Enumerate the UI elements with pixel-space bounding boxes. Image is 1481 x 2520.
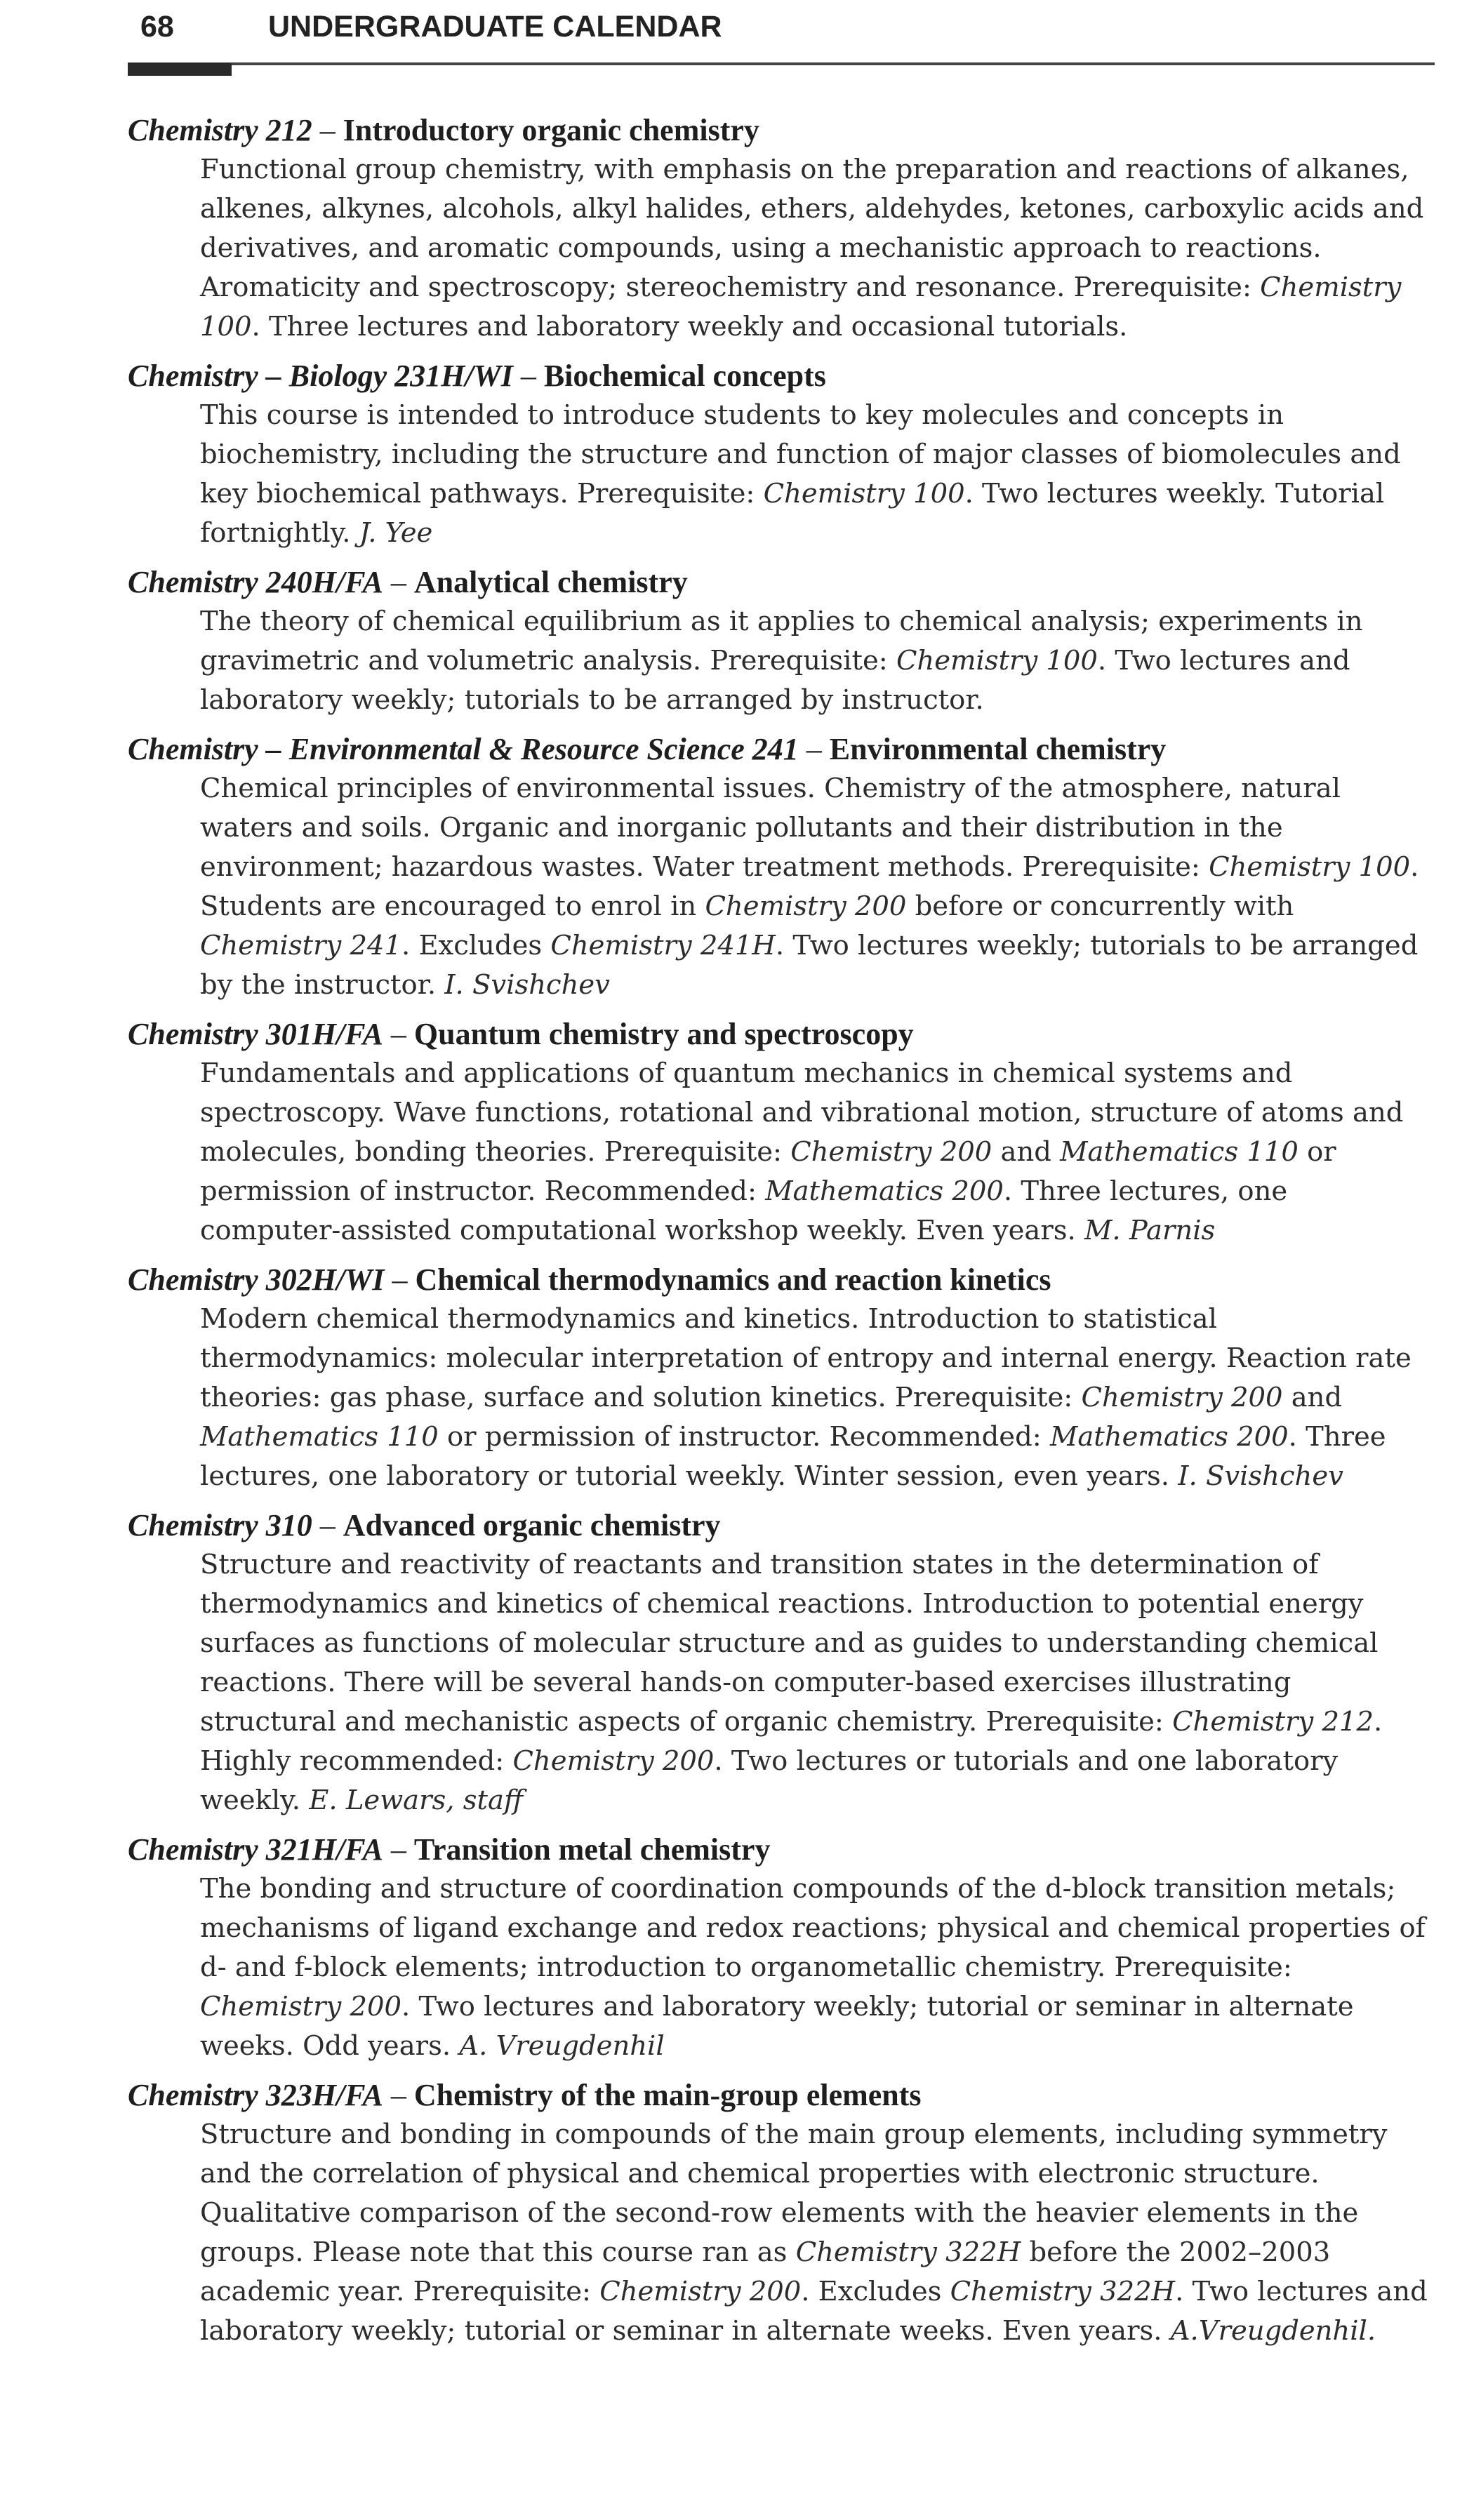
description-text: . Two lectures weekly; tutorials to be arranged by the instructor. bbox=[200, 930, 1419, 1001]
course-entry bbox=[128, 1260, 1435, 1496]
description-text: and bbox=[1282, 1382, 1343, 1413]
description-text: before or concurrently with bbox=[906, 891, 1294, 922]
course-reference: Chemistry 200 bbox=[200, 1991, 401, 2022]
course-listing bbox=[128, 111, 1435, 2361]
course-reference: Chemistry 100 bbox=[1209, 851, 1411, 883]
title-separator: – bbox=[512, 359, 544, 393]
description-text: Chemical principles of environmental issues. Chemistry of the atmosphere, natural waters and soils. Organic and inorganic pollutants and their distribution in the environment; hazardous wastes. Water treatment methods. Prerequisite: bbox=[200, 773, 1341, 883]
course-description bbox=[200, 1054, 1435, 1251]
course-reference: A. Vreugdenhil bbox=[459, 2030, 665, 2062]
course-entry bbox=[128, 1830, 1435, 2066]
description-text: . Excludes bbox=[801, 2276, 950, 2307]
course-reference: M. Parnis bbox=[1084, 1215, 1216, 1246]
description-text: . Three lectures, one computer-assisted computational workshop weekly. Even years. bbox=[200, 1175, 1288, 1246]
course-entry bbox=[128, 730, 1435, 1005]
course-code: Chemistry 240H/FA bbox=[128, 565, 383, 599]
course-reference: J. Yee bbox=[359, 517, 433, 549]
description-text: . Highly recommended: bbox=[200, 1706, 1383, 1777]
description-text: . Three lectures, one laboratory or tutorial weekly. Winter session, even years. bbox=[200, 1421, 1386, 1492]
course-title bbox=[128, 1506, 1435, 1545]
course-description bbox=[200, 1869, 1435, 2066]
course-code: Chemistry – Environmental & Resource Science 241 bbox=[128, 732, 799, 766]
description-text: The theory of chemical equilibrium as it applies to chemical analysis; experiments in gravimetric and volumetric analysis. Prerequisite: bbox=[200, 606, 1363, 676]
course-reference: Chemistry 241H bbox=[550, 930, 776, 961]
description-text: Structure and bonding in compounds of the main group elements, including symmetry and the correlation of physical and chemical properties with electronic structure. Qualitative comparison of the second-row elements with the heavier elements in the groups. Please note that this course ran as bbox=[200, 2119, 1388, 2268]
header-rule bbox=[128, 62, 1435, 65]
header-rule-accent bbox=[128, 63, 232, 76]
course-reference: A.Vreugdenhil. bbox=[1170, 2315, 1376, 2347]
course-description bbox=[200, 602, 1435, 720]
page-header bbox=[140, 10, 722, 44]
course-name: Chemical thermodynamics and reaction kinetics bbox=[415, 1262, 1051, 1297]
course-code: Chemistry 310 bbox=[128, 1508, 312, 1542]
course-reference: Chemistry 200 bbox=[1081, 1382, 1283, 1413]
course-entry bbox=[128, 563, 1435, 720]
course-reference: Chemistry 212 bbox=[1172, 1706, 1374, 1738]
course-reference: Chemistry 200 bbox=[512, 1745, 715, 1777]
description-text: . Two lectures and laboratory weekly; tutorial or seminar in alternate weeks. Even years. bbox=[200, 2276, 1428, 2347]
description-text: Functional group chemistry, with emphasis on the preparation and reactions of alkanes, alkenes, alkynes, alcohols, alkyl halides, ethers, aldehydes, ketones, carboxylic acids and derivatives, and aromatic compounds, using a mechanistic approach to reactions. Aromaticity and spectroscopy; stereochemistry and resonance. Prerequisite: bbox=[200, 154, 1424, 303]
description-text: or permission of instructor. Recommended: bbox=[438, 1421, 1050, 1453]
course-reference: Chemistry 100 bbox=[896, 645, 1098, 676]
description-text: . Three lectures and laboratory weekly and occasional tutorials. bbox=[251, 311, 1128, 342]
description-text: Modern chemical thermodynamics and kinetics. Introduction to statistical thermodynamics: molecular interpretation of entropy and internal energy. Reaction rate theories: gas phase, surface and solution kinetics. Prerequisite: bbox=[200, 1303, 1412, 1413]
title-separator: – bbox=[383, 1832, 414, 1867]
course-name: Environmental chemistry bbox=[829, 732, 1167, 766]
course-title bbox=[128, 1260, 1435, 1300]
description-text: . Two lectures or tutorials and one laboratory weekly. bbox=[200, 1745, 1339, 1816]
course-code: Chemistry 212 bbox=[128, 113, 312, 147]
description-text: or permission of instructor. Recommended: bbox=[200, 1136, 1336, 1207]
description-text: . Two lectures weekly. Tutorial fortnightly. bbox=[200, 478, 1385, 549]
description-text: This course is intended to introduce students to key molecules and concepts in biochemistry, including the structure and function of major classes of biomolecules and key biochemical pathways. Prerequisite: bbox=[200, 399, 1401, 509]
course-name: Introductory organic chemistry bbox=[343, 113, 759, 147]
course-reference: Chemistry 322H bbox=[950, 2276, 1176, 2307]
course-name: Quantum chemistry and spectroscopy bbox=[413, 1017, 914, 1051]
course-title bbox=[128, 730, 1435, 769]
course-title bbox=[128, 2076, 1435, 2115]
course-description bbox=[200, 769, 1435, 1005]
course-reference: I. Svishchev bbox=[444, 969, 610, 1001]
course-title bbox=[128, 1015, 1435, 1054]
course-reference: Chemistry 241 bbox=[200, 930, 401, 961]
course-description bbox=[200, 2115, 1435, 2351]
course-code: Chemistry – Biology 231H/WI bbox=[128, 359, 513, 393]
description-text: Structure and reactivity of reactants and transition states in the determination of thermodynamics and kinetics of chemical reactions. Introduction to potential energy surfaces as functions of molecular structure and as guides to understanding chemical reactions. There will be several hands-on computer-based exercises illustrating structural and mechanistic aspects of organic chemistry. Prerequisite: bbox=[200, 1549, 1379, 1738]
course-reference: Chemistry 200 bbox=[790, 1136, 992, 1168]
course-description bbox=[200, 1300, 1435, 1496]
course-reference: Chemistry 200 bbox=[705, 891, 907, 922]
description-text: . Two lectures and laboratory weekly; tutorials to be arranged by instructor. bbox=[200, 645, 1350, 716]
description-text: Fundamentals and applications of quantum mechanics in chemical systems and spectroscopy. Wave functions, rotational and vibrational motion, structure of atoms and molecules, bonding theories. Prerequisite: bbox=[200, 1058, 1404, 1168]
course-description bbox=[200, 396, 1435, 553]
course-entry bbox=[128, 1015, 1435, 1251]
course-reference: Mathematics 110 bbox=[1060, 1136, 1299, 1168]
description-text: . Students are encouraged to enrol in bbox=[200, 851, 1419, 922]
title-separator: – bbox=[384, 1262, 416, 1297]
title-separator: – bbox=[383, 565, 414, 599]
title-separator: – bbox=[312, 113, 343, 147]
title-separator: – bbox=[383, 2078, 414, 2112]
course-code: Chemistry 323H/FA bbox=[128, 2078, 383, 2112]
course-entry bbox=[128, 2076, 1435, 2351]
course-code: Chemistry 321H/FA bbox=[128, 1832, 383, 1867]
course-title bbox=[128, 111, 1435, 150]
description-text: and bbox=[992, 1136, 1061, 1168]
course-reference: Mathematics 110 bbox=[200, 1421, 439, 1453]
title-separator: – bbox=[383, 1017, 414, 1051]
description-text: . Excludes bbox=[401, 930, 551, 961]
course-reference: Chemistry 200 bbox=[599, 2276, 802, 2307]
course-entry bbox=[128, 1506, 1435, 1820]
running-title: UNDERGRADUATE CALENDAR bbox=[268, 10, 722, 44]
course-reference: Chemistry 322H bbox=[795, 2236, 1021, 2268]
description-text: . Two lectures and laboratory weekly; tutorial or seminar in alternate weeks. Odd years. bbox=[200, 1991, 1354, 2062]
course-name: Analytical chemistry bbox=[413, 565, 688, 599]
page-number: 68 bbox=[140, 10, 174, 44]
course-code: Chemistry 302H/WI bbox=[128, 1262, 385, 1297]
description-text: before the 2002–2003 academic year. Prerequisite: bbox=[200, 2236, 1331, 2307]
course-title bbox=[128, 1830, 1435, 1869]
course-code: Chemistry 301H/FA bbox=[128, 1017, 383, 1051]
course-reference: E. Lewars, staff bbox=[309, 1785, 524, 1816]
course-title bbox=[128, 563, 1435, 602]
course-name: Biochemical concepts bbox=[543, 359, 826, 393]
course-entry bbox=[128, 356, 1435, 553]
course-name: Chemistry of the main-group elements bbox=[413, 2078, 922, 2112]
course-reference: Mathematics 200 bbox=[1049, 1421, 1289, 1453]
description-text: The bonding and structure of coordination compounds of the d-block transition metals; mechanisms of ligand exchange and redox reactions; physical and chemical properties of d- and f-block elements; introduction to organometallic chemistry. Prerequisite: bbox=[200, 1873, 1426, 1983]
course-description bbox=[200, 1545, 1435, 1820]
course-name: Transition metal chemistry bbox=[413, 1832, 771, 1867]
title-separator: – bbox=[798, 732, 830, 766]
course-reference: Chemistry 100 bbox=[763, 478, 965, 509]
title-separator: – bbox=[312, 1508, 343, 1542]
course-title bbox=[128, 356, 1435, 396]
course-name: Advanced organic chemistry bbox=[343, 1508, 721, 1542]
course-description bbox=[200, 150, 1435, 347]
course-entry bbox=[128, 111, 1435, 347]
course-reference: I. Svishchev bbox=[1178, 1460, 1343, 1492]
course-reference: Chemistry 100 bbox=[200, 272, 1402, 342]
course-reference: Mathematics 200 bbox=[765, 1175, 1004, 1207]
